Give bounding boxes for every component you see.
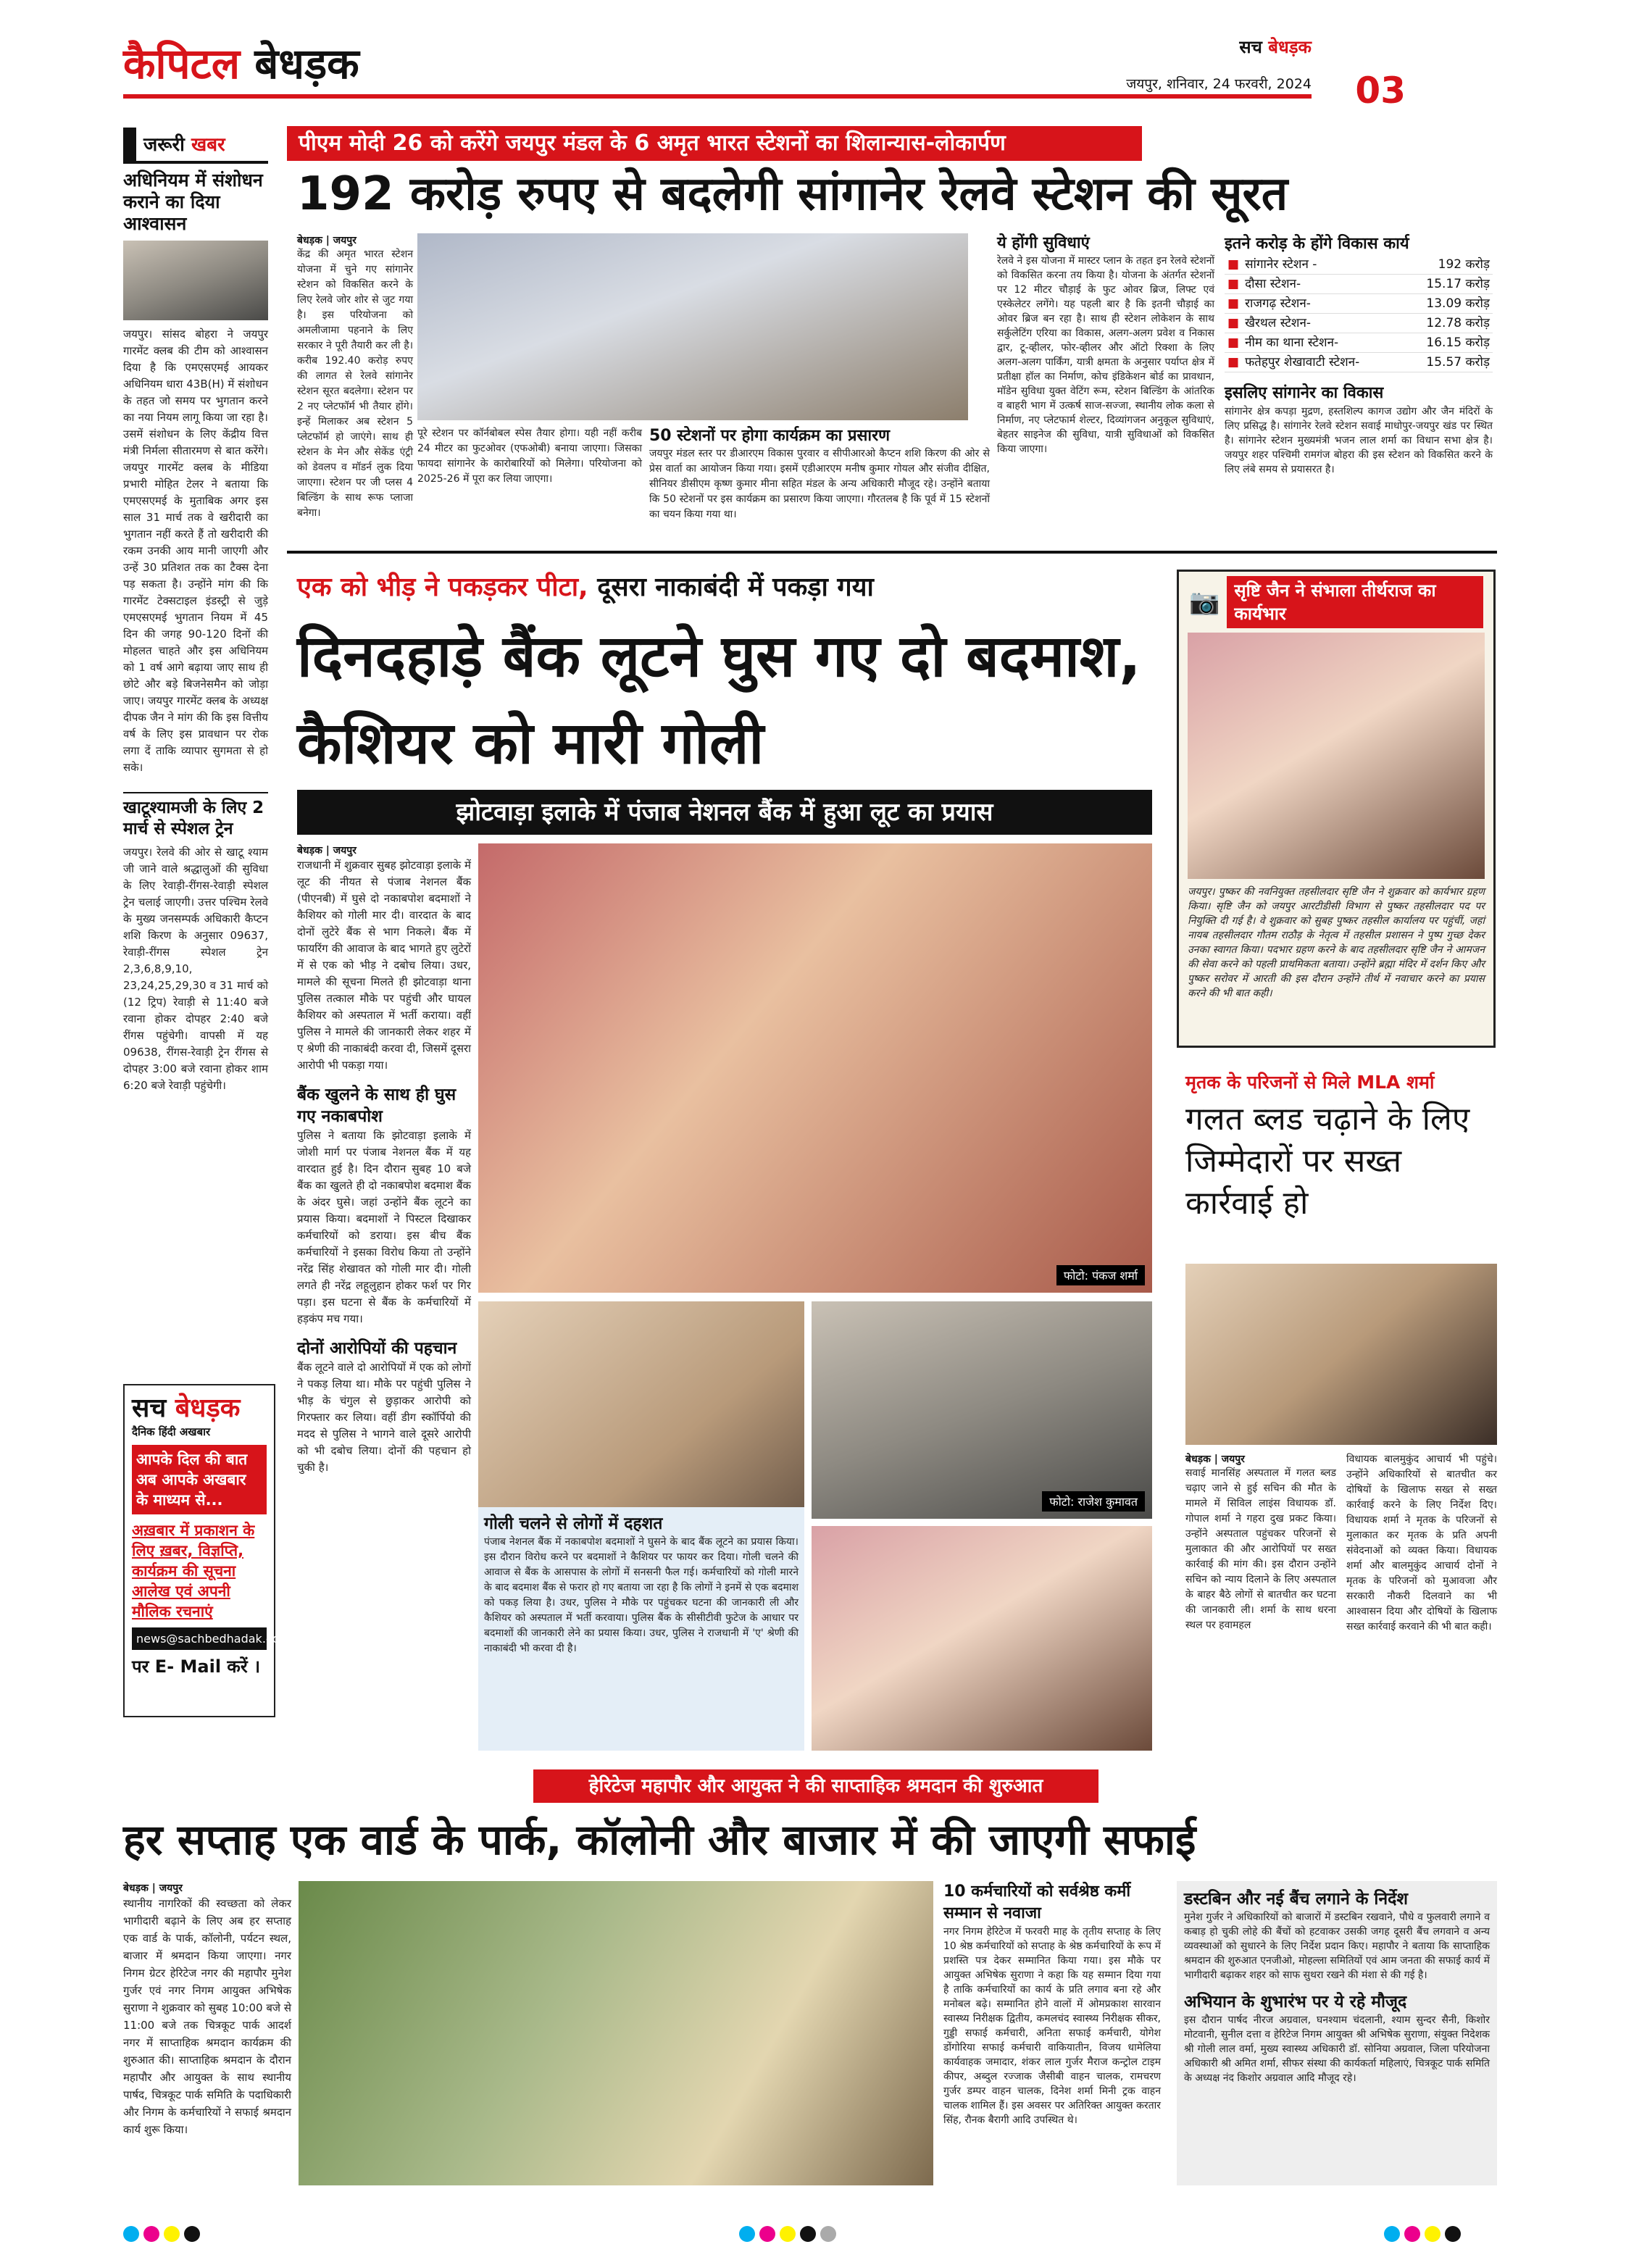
clean-sub1-body: नगर निगम हेरिटेज में फरवरी माह के तृतीय सप्ताह के लिए 10 श्रेष्ठ कर्मचारियों को सप्ताह के श्रेष्ठ कर्मचारियों के रूप में प्रशस्ति पत्र देकर सम्मानित किया गया। इस मौके पर आयुक्त अभिषेक सुराणा ने कहा कि यह सम्मान दिया गया है ताकि कर्मचारियों का कार्य के प्रति लगाव बना रहे और मनोबल बढ़े। सम्मानित होने वालों में ओमप्रकाश सारवान स्वास्थ्य निरीक्षक द्वितीय, कमलचंद स्वास्थ्य निरीक्षक सीकर, गुड्डी सफाई कर्मचारी, अनिता सफाई कर्मचारी, योगेश डोंगोरिया सफाई कर्मचारी वाकियातीन, विजय धामेलिया कार्यवाहक जमादार, शंकर लाल गुर्जर मैराज कन्ट्रोल टाइम कीपर, अब्दुल रज्जाक जैसीबी वाहन चालक, रामचरण गुर्जर डम्पर वाहन चालक, दिनेश शर्मा मिनी ट्रक वाहन चालक शामिल हैं। इस अवसर पर अतिरिक्त आयुक्त करतार सिंह, रौनक बैरागी आदि उपस्थित थे। [943, 1926, 1162, 2126]
clean-sub1 [943, 1881, 1161, 2127]
bank-sub2-title: दोनों आरोपियों की पहचान [297, 1339, 457, 1358]
clean-headline: हर सप्ताह एक वार्ड के पार्क, कॉलोनी और बाजार में की जाएगी सफाई [123, 1815, 1196, 1864]
bank-street-photo [478, 843, 1152, 1293]
bank-body1: राजधानी में शुक्रवार सुबह झोटवाड़ा इलाके में लूट की नीयत से पंजाब नेशनल बैंक (पीएनबी) में घुसे दो नकाबपोश बदमाशों ने कैशियर को गोली मार दी। वारदात के बाद दोनों लुटेरे बैंक से भाग निकले। बैंक में फायरिंग की आवाज के बाद भागते हुए लुटेरों में से एक को भीड़ ने दबोच लिया। उधर, मामले की सूचना मिलते ही झोटवाड़ा थाना पुलिस तत्काल मौके पर पहुंची और घायल कैशियर को अस्पताल में भर्ती कराया। वहीं पुलिस ने मामले की जानकारी लेकर शहर में ए श्रेणी की नाकाबंदी करवा दी, जिसमें दूसरा आरोपी भी पकड़ा गया। [297, 859, 471, 1072]
footer-registration-center [739, 2226, 841, 2245]
row-name: ■ नीम का थाना स्टेशन- [1227, 333, 1338, 352]
masthead-rule [123, 94, 1312, 99]
brand-a: सच [1239, 37, 1262, 57]
left-story1-body: जयपुर। सांसद बोहरा ने जयपुर गारमेंट क्लब की टीम को आश्वासन दिया है कि एमएसएमई आयकर अधिनियम धारा 43B(H) में संशोधन के तहत जो समय पर भुगतान करने का नया नियम लागू किया जा रहा है। उसमें संशोधन के लिए केंद्रीय वित्त मंत्री निर्मला सीतारमण से बात करेंगे। जयपुर गारमेंट क्लब के मीडिया प्रभारी मोहित टेलर ने बताया कि एमएसएमई के मुताबिक अगर इस साल 31 मार्च तक वे खरीदारी का भुगतान नहीं करते हैं तो खरीदारी की रकम उनकी आय मानी जाएगी और उन्हें 30 प्रतिशत तक का टैक्स देना पड़ सकता है। उन्होंने मांग की कि गारमेंट टेक्सटाइल इंडस्ट्री से जुड़े एमएसएमई भुगतान नियम में 45 दिन की जगह 90-120 दिनों की मोहलत चाहते और इस अधिनियम को 1 वर्ष आगे बढ़ाया जाए साथ ही छोटे और बड़े बिजनेसमैन को जोड़ा जाए। जयपुर गारमेंट क्लब के अध्यक्ष दीपक जैन ने मांग की कि इस वित्तीय वर्ष के लिए इस प्रावधान पर रोक लगा दें ताकि व्यापार सुगमता से हो सके। [123, 328, 268, 774]
clean-sidebar [1177, 1881, 1497, 2185]
left-ad-line1: आपके दिल की बात अब आपके अखबार के माध्यम से... [132, 1445, 267, 1514]
bank-sub1-title: बैंक खुलने के साथ ही घुस गए नकाबपोश [297, 1085, 456, 1126]
row-value: 15.17 करोड़ [1426, 277, 1490, 291]
left-head-a: जरूरी [143, 134, 185, 156]
masthead-title-left: कैपिटल [123, 39, 241, 88]
tirth-box [1177, 570, 1496, 1048]
rail-kicker: पीएम मोदी 26 को करेंगे जयपुर मंडल के 6 अमृत भारत स्टेशनों का शिलान्यास-लोकार्पण [287, 126, 1352, 161]
brand-b: बेधड़क [1268, 37, 1312, 57]
mla-col1-body: सवाई मानसिंह अस्पताल में गलत ब्लड चढ़ाए जाने से हुई सचिन की मौत के मामले में सिविल लाइंस विधायक डॉ. गोपाल शर्मा ने गहरा दुख प्रकट किया। उन्होंने अस्पताल पहुंचकर परिजनों से मुलाकात की और आरोपियों पर सख्त कार्रवाई की मांग की। इस दौरान उन्होंने सचिन को न्याय दिलाने के लिए अस्पताल के बाहर बैठे लोगों से बातचीत कर घटना की जानकारी ली। शर्मा के साथ धरना स्थल पर हवामहल [1185, 1467, 1336, 1631]
tirth-title: सृष्टि जैन ने संभाला तीर्थराज का कार्यभार [1227, 576, 1483, 628]
clean-col1-body: स्थानीय नागरिकों की स्वच्छता को लेकर भागीदारी बढ़ाने के लिए अब हर सप्ताह एक वार्ड के पार्क, कॉलोनी, पर्यटन स्थल, बाजार में श्रमदान किया जाएगा। नगर निगम ग्रेटर हेरिटेज नगर की महापौर मुनेश गुर्जर एवं नगर निगम आयुक्त अभिषेक सुराणा ने शुक्रवार को सुबह 10:00 बजे से 11:00 बजे तक चित्रकूट पार्क आदर्श नगर में साप्ताहिक श्रमदान कार्यक्रम की शुरुआत की। साप्ताहिक श्रमदान के दौरान महापौर और आयुक्त के साथ स्थानीय पार्षद, चित्रकूट पार्क समिति के पदाधिकारी और निगम के कर्मचारियों ने सफाई श्रमदान कार्य शुरू किया। [123, 1897, 291, 2136]
left-story2-title: खाटूश्यामजी के लिए 2 मार्च से स्पेशल ट्रेन [123, 792, 268, 840]
rail-col2-body: पूरे स्टेशन पर कॉर्नबोबल स्पेस तैयार होगा। यही नहीं करीब 24 मीटर का फुटओवर (एफओबी) बनाया जाएगा। जिसका फायदा सांगानेर के कारोबारियों को मिलेगा। परियोजना को 2025-26 में पूरा कर लिया जाएगा। [417, 428, 642, 485]
left-story1-title: अधिनियम में संशोधन कराने का दिया आश्वासन [123, 170, 263, 234]
ad-brand-b: बेधड़क [175, 1393, 241, 1423]
clean-byline: बेधड़क | जयपुर [123, 1883, 183, 1894]
rail-table-row [1225, 353, 1493, 372]
rail-divider [287, 551, 1497, 554]
masthead-title [123, 35, 359, 93]
bank-bar: झोटवाड़ा इलाके में पंजाब नेशनल बैंक में हुआ लूट का प्रयास [297, 790, 1152, 835]
left-ad-brand [132, 1393, 267, 1425]
left-ad [123, 1384, 291, 1717]
left-ad-line3: पर E- Mail करें । [132, 1656, 261, 1677]
mla-col1 [1185, 1452, 1336, 1633]
row-value: 16.15 करोड़ [1426, 335, 1490, 350]
bank-byline: बेधड़क | जयपुर [297, 845, 357, 856]
rail-table-row [1225, 255, 1493, 275]
rail-table-row [1225, 275, 1493, 294]
rail-sub2-title: 50 स्टेशनों पर होगा कार्यक्रम का प्रसारण [649, 427, 891, 445]
tirth-title-wrap [1179, 572, 1493, 633]
masthead [123, 35, 1406, 112]
mla-photo [1185, 1264, 1497, 1445]
tirth-body: जयपुर। पुष्कर की नवनियुक्त तहसीलदार सृष्टि जैन ने शुक्रवार को कार्यभार ग्रहण किया। सृष्टि जैन को जयपुर आरटीडीसी विभाग से पुष्कर तहसीलदार पद पर नियुक्ति दी गई है। वे शुक्रवार को सुबह पुष्कर तहसील कार्यालय पर पहुंचीं, जहां नायब तहसीलदार गौतम राठौड़ के नेतृत्व में तहसील प्रशासन ने पुष्प गुच्छ देकर उनका स्वागत किया। पदभार ग्रहण करने के बाद तहसीलदार सृष्टि जैन ने आमजन की सेवा करने को पहली प्राथमिकता बताया। उन्होंने ब्रह्मा मंदिर में दर्शन किए और पुष्कर सरोवर में आरती की इस दौरान उन्होंने तीर्थ में नवाचार करने का प्रयास करने की भी बात कही। [1188, 886, 1485, 999]
mla-headline: गलत ब्लड चढ़ाने के लिए जिम्मेदारों पर सख्त कार्रवाई हो [1185, 1101, 1470, 1222]
rail-table-row [1225, 314, 1493, 333]
clean-photo [299, 1881, 933, 2185]
rail-table-row [1225, 294, 1493, 314]
row-value: 15.57 करोड़ [1426, 355, 1490, 370]
rail-col1-body: केंद्र की अमृत भारत स्टेशन योजना में चुने गए सांगानेर स्टेशन को विकसित करने के लिए रेलवे जोर शोर से जुट गया है। इस परियोजना को अमलीजामा पहनाने के लिए सरकार ने पूरी तैयारी कर ली है। करीब 192.40 करोड़ रुपए की लागत से रेलवे सांगानेर स्टेशन सूरत बदलेगा। स्टेशन पर 2 नए प्लेटफॉर्म भी तैयार होंगे। इन्हें मिलाकर अब स्टेशन 5 प्लेटफॉर्म हो जाएंगे। साथ ही स्टेशन के मेन और सेकेंड एंट्री को डेवलप व मॉडर्न लुक दिया जाएगा। स्टेशन पर जी प्लस 4 बिल्डिंग के साथ रूफ प्लाजा बनेगा। [297, 249, 413, 519]
bank-kicker-black: दूसरा नाकाबंदी में पकड़ा गया [597, 572, 874, 602]
rail-table-title: इतने करोड़ के होंगे विकास कार्य [1225, 235, 1409, 253]
dateline: जयपुर, शनिवार, 24 फरवरी, 2024 [1126, 76, 1312, 92]
row-value: 13.09 करोड़ [1426, 296, 1490, 311]
clean-sub2-title: डस्टबिन और नई बैंच लगाने के निर्देश [1184, 1890, 1408, 1909]
bank-sub3 [478, 1507, 804, 1751]
mla-col2-body: विधायक बालमुकुंद आचार्य भी पहुंचे। उन्होंने अधिकारियों से बातचीत कर दोषियों के खिलाफ सख्त से सख्त कार्रवाई करने के लिए निर्देश दिए। विधायक शर्मा ने मृतक के परिजनों से मुलाकात कर मृतक के प्रति अपनी संवेदनाओं को व्यक्त किया। विधायक शर्मा और बालमुकुंद आचार्य दोनों ने मृतक के परिजनों को मुआवजा और सरकारी नौकरी दिलवाने का भी आश्वासन दिया और दोषियों के खिलाफ सख्त कार्रवाई करवाने की भी बात कही। [1346, 1454, 1497, 1633]
bank-sub3-title: गोली चलने से लोगों में दहशत [484, 1514, 663, 1533]
rail-sub2 [649, 426, 990, 522]
clean-col1 [123, 1881, 291, 2138]
left-head-b: खबर [191, 134, 225, 156]
rail-sub4-body: सांगानेर क्षेत्र कपड़ा मुद्रण, हस्तशिल्प कागज उद्योग और जैन मंदिरों के लिए प्रसिद्ध है। सांगानेर रेलवे स्टेशन सवाई माधोपुर-जयपुर खंड पर स्थित है। सांगानेर स्टेशन मुख्यमंत्री भजन लाल शर्मा का विधान सभा क्षेत्र है। जयपुर शहर पश्चिमी रामगंज बोहरा की इस स्टेशन को विकसित करने के लिए लंबे समय से प्रयासरत है। [1225, 406, 1493, 475]
camera-icon: 📷 [1189, 588, 1220, 617]
rail-headline: 192 करोड़ रुपए से बदलेगी सांगानेर रेलवे स्टेशन की सूरत [297, 167, 1288, 221]
clean-sub1-title: 10 कर्मचारियों को सर्वश्रेष्ठ कर्मी सम्मान से नवाजा [943, 1883, 1131, 1922]
bank-col1 [297, 843, 471, 1476]
rail-table-list [1225, 255, 1493, 372]
bank-headline: दिनदहाड़े बैंक लूटने घुस गए दो बदमाश, कैशियर को मारी गोली [297, 622, 1141, 777]
rail-table [1225, 233, 1493, 477]
rail-sub3-body: रेलवे ने इस योजना में मास्टर प्लान के तहत इन रेलवे स्टेशनों को विकसित करना तय किया है। योजना के अंतर्गत स्टेशनों पर 12 मीटर चौड़ाई के फुट ओवर ब्रिज, लिफ्ट एवं एस्केलेटर लगेंगे। यह पहली बार है कि इतनी चौड़ाई का ओवर ब्रिज बन रहा है। साथ ही स्टेशन लोकेशन के साथ सर्कुलेटिंग एरिया का विकास, अलग-अलग प्रवेश व निकास द्वार, टू-व्हीलर, फोर-व्हीलर और ऑटो रिक्शा के लिए अलग-अलग पार्किंग, यात्री क्षमता के अनुसार पर्याप्त क्षेत्र में प्रतीक्षा हॉल का निर्माण, कोच इंडिकेशन बोर्ड का प्रावधान, मॉडेन सुविधा युक्त वेटिंग रूम, स्टेशन बिल्डिंग के आंतरिक व बाहरी भाग में उत्कर्ष साज-सज्जा, स्थानीय लोक कला से निर्माण, नए प्लेटफार्म शेल्टर, दिव्यांगजन अनुकूल सुविधाएं, बेहतर साइनेज की सुविधा, यात्री सुविधाओं को विकसित किया जाएगा। [997, 255, 1214, 455]
masthead-title-right: बेधड़क [254, 39, 359, 88]
bank-police-photo [812, 1301, 1152, 1519]
left-ad-tagline: दैनिक हिंदी अखबार [132, 1425, 211, 1438]
rail-sub2-body: जयपुर मंडल स्तर पर डीआरएम विकास पुरवार व सीपीआरओ कैप्टन शशि किरण की ओर से प्रेस वार्ता का आयोजन किया गया। इसमें एडीआरएम मनीष कुमार गोयल और संजीव दीक्षित, सीनियर डीसीएम कृष्ण कुमार मीना सहित मंडल के अन्य अधिकारी मौजूद रहे। उन्होंने बताया कि 50 स्टेशनों पर इस कार्यक्रम का प्रसारण किया जाएगा। गौरतलब है कि पूर्व में 15 स्टेशनों का चयन किया गया था। [649, 448, 990, 520]
left-ad-email[interactable]: news@sachbedhadak.com [132, 1627, 267, 1650]
row-name: ■ फतेहपुर शेखावाटी स्टेशन- [1227, 353, 1359, 372]
rail-sub4-title: इसलिए सांगानेर का विकास [1225, 384, 1384, 402]
left-story2-body: जयपुर। रेलवे की ओर से खाटू श्याम जी जाने वाले श्रद्धालुओं की सुविधा के लिए रेवाड़ी-रींगस-रेवाड़ी स्पेशल ट्रेन चलाई जाएगी। उत्तर पश्चिम रेलवे के मुख्य जनसम्पर्क अधिकारी कैप्टन शशि किरण के अनुसार 09637, रेवाड़ी-रींगस स्पेशल ट्रेन 2,3,6,8,9,10, 23,24,25,29,30 व 31 मार्च को (12 ट्रिप) रेवाड़ी से 11:40 बजे रवाना होकर दोपहर 2:40 बजे रींगस पहुंचेगी। वापसी में यह 09638, रींगस-रेवाड़ी ट्रेन रींगस से दोपहर 3:00 बजे रवाना होकर शाम 6:20 बजे रेवाड़ी पहुंचेगी। [123, 846, 268, 1092]
mla-kicker: मृतक के परिजनों से मिले MLA शर्मा [1185, 1072, 1435, 1093]
clean-sub3-title: अभियान के शुभारंभ पर ये रहे मौजूद [1184, 1993, 1407, 2011]
left-column-header [123, 128, 268, 164]
bank-dog-photo [812, 1526, 1152, 1751]
rail-col1 [297, 233, 413, 521]
clean-bar: हेरिटेज महापौर और आयुक्त ने की साप्ताहिक श्रमदान की शुरुआत [533, 1769, 1098, 1803]
left-column [123, 128, 268, 1374]
clean-sub3-body: इस दौरान पार्षद नीरज अग्रवाल, घनश्याम चंदलानी, श्याम सुन्दर सैनी, किशोर मोटवानी, सुनील दत्ता व हेरिटेज निगम आयुक्त श्री अभिषेक सुराणा, संयुक्त निदेशक श्री गोली लाल वर्मा, मुख्य स्वास्थ्य अधिकारी डॉ. सोनिया अग्रवाल, जिला परियोजना अधिकारी श्री अमित शर्मा, सीफर संस्था की कार्यकर्ता महिलाएं, चित्रकूट पार्क समिति के अध्यक्ष नंद किशोर अग्रवाल आदि मौजूद रहे। [1184, 2014, 1490, 2084]
mla-byline: बेधड़क | जयपुर [1185, 1454, 1245, 1465]
bank-kicker [297, 570, 1167, 606]
row-name: ■ दौसा स्टेशन- [1227, 275, 1301, 293]
bank-photo1-caption: फोटो: पंकज शर्मा [1056, 1265, 1145, 1285]
bank-photo2-caption: फोटो: राजेश कुमावत [1042, 1491, 1145, 1512]
bank-sub2-body: बैंक लूटने वाले दो आरोपियों में एक को लोगों ने पकड़ लिया था। मौके पर पहुंची पुलिस ने भीड़ के चंगुल से छुड़ाकर आरोपी को गिरफ्तार कर लिया। वहीं डीग स्कॉर्पियो की मदद से पुलिस ने भागने वाले दूसरे आरोपी को भी दबोच लिया। दोनों की पहचान हो चुकी है। [297, 1361, 471, 1474]
row-value: 12.78 करोड़ [1426, 316, 1490, 330]
rail-press-photo [417, 233, 968, 420]
ad-brand-a: सच [132, 1393, 167, 1423]
rail-byline: बेधड़क | जयपुर [297, 235, 357, 246]
left-story1-photo [123, 241, 268, 320]
clean-sub2-body: मुनेश गुर्जर ने अधिकारियों को बाजारों में डस्टबिन रखवाने, पौधे व फुलवारी लगाने व कबाड़ हो चुकी लोहे की बैंचों को हटवाकर उसकी जगह दूसरी बैंच लगवाने व अन्य व्यवस्थाओं को सुधारने के लिए निर्देश प्रदान किए। महापौर ने बताया कि साप्ताहिक श्रमदान की शुरुआत एनजीओ, मोहल्ला समितियों एवं आम जनता की सफाई कार्य में भागीदारी बढ़ाकर शहर को साफ सुथरा रखने की मंशा से की गई है। [1184, 1911, 1490, 1981]
row-name: ■ राजगढ़ स्टेशन- [1227, 294, 1311, 313]
rail-sub3-title: ये होंगी सुविधाएं [997, 234, 1090, 252]
row-name: ■ सांगानेर स्टेशन - [1227, 255, 1317, 274]
left-ad-line2: अख़बार में प्रकाशन के लिए ख़बर, विज्ञप्ति, कार्यक्रम की सूचना आलेख एवं अपनी मौलिक रचनाएं [132, 1522, 255, 1620]
rail-table-row [1225, 333, 1493, 353]
page-number: 03 [1355, 70, 1406, 112]
bank-sub1-body: पुलिस ने बताया कि झोटवाड़ा इलाके में जोशी मार्ग पर पंजाब नेशनल बैंक में यह वारदात हुई है। दिन दौरान सुबह 10 बजे बैंक का खुलते ही दो नकाबपोश बदमाश बैंक के अंदर घुसे। जहां उन्होंने बैंक लूटने का प्रयास किया। बदमाशों ने पिस्टल दिखाकर कर्मचारियों को डराया। इस बीच बैंक कर्मचारियों ने इसका विरोध किया तो उन्होंने नरेंद्र सिंह शेखावत को गोली मार दी। गोली लगते ही नरेंद्र लहूलुहान होकर फर्श पर गिर पड़ा। इस घटना से बैंक के कर्मचारियों में हड़कंप मच गया। [297, 1129, 471, 1325]
footer-registration-left [123, 2226, 204, 2245]
bank-sub3-body: पंजाब नेशनल बैंक में नकाबपोश बदमाशों ने घुसने के बाद बैंक लूटने का प्रयास किया। इस दौरान विरोध करने पर बदमाशों ने कैशियर पर फायर कर दिया। गोली चलने की आवाज से बैंक के आसपास के लोगों में सनसनी फैल गई। कर्मचारियों को गोली मारने के बाद बदमाश बैंक से फरार हो गए बताया जा रहा है कि लोगों ने इनमें से एक बदमाश को पकड़ लिया है। उधर, पुलिस ने मौके पर पहुंचकर घटना की जानकारी ली और कैशियर को अस्पताल में भर्ती करवाया। पुलिस बैंक के सीसीटीवी फुटेज के आधार पर बदमाशों की जानकारी लेने का प्रयास किया। उधर, पुलिस ने राजधानी में 'ए' श्रेणी की नाकाबंदी भी करवा दी है। [484, 1536, 799, 1654]
rail-sub3 [997, 233, 1214, 456]
footer-registration-right [1384, 2226, 1465, 2245]
masthead-brand [1239, 35, 1312, 59]
row-value: 192 करोड़ [1438, 257, 1490, 272]
row-name: ■ खैरथल स्टेशन- [1227, 314, 1311, 333]
tirth-photo [1188, 633, 1485, 879]
bank-kicker-red: एक को भीड़ ने पकड़कर पीटा, [297, 572, 588, 602]
